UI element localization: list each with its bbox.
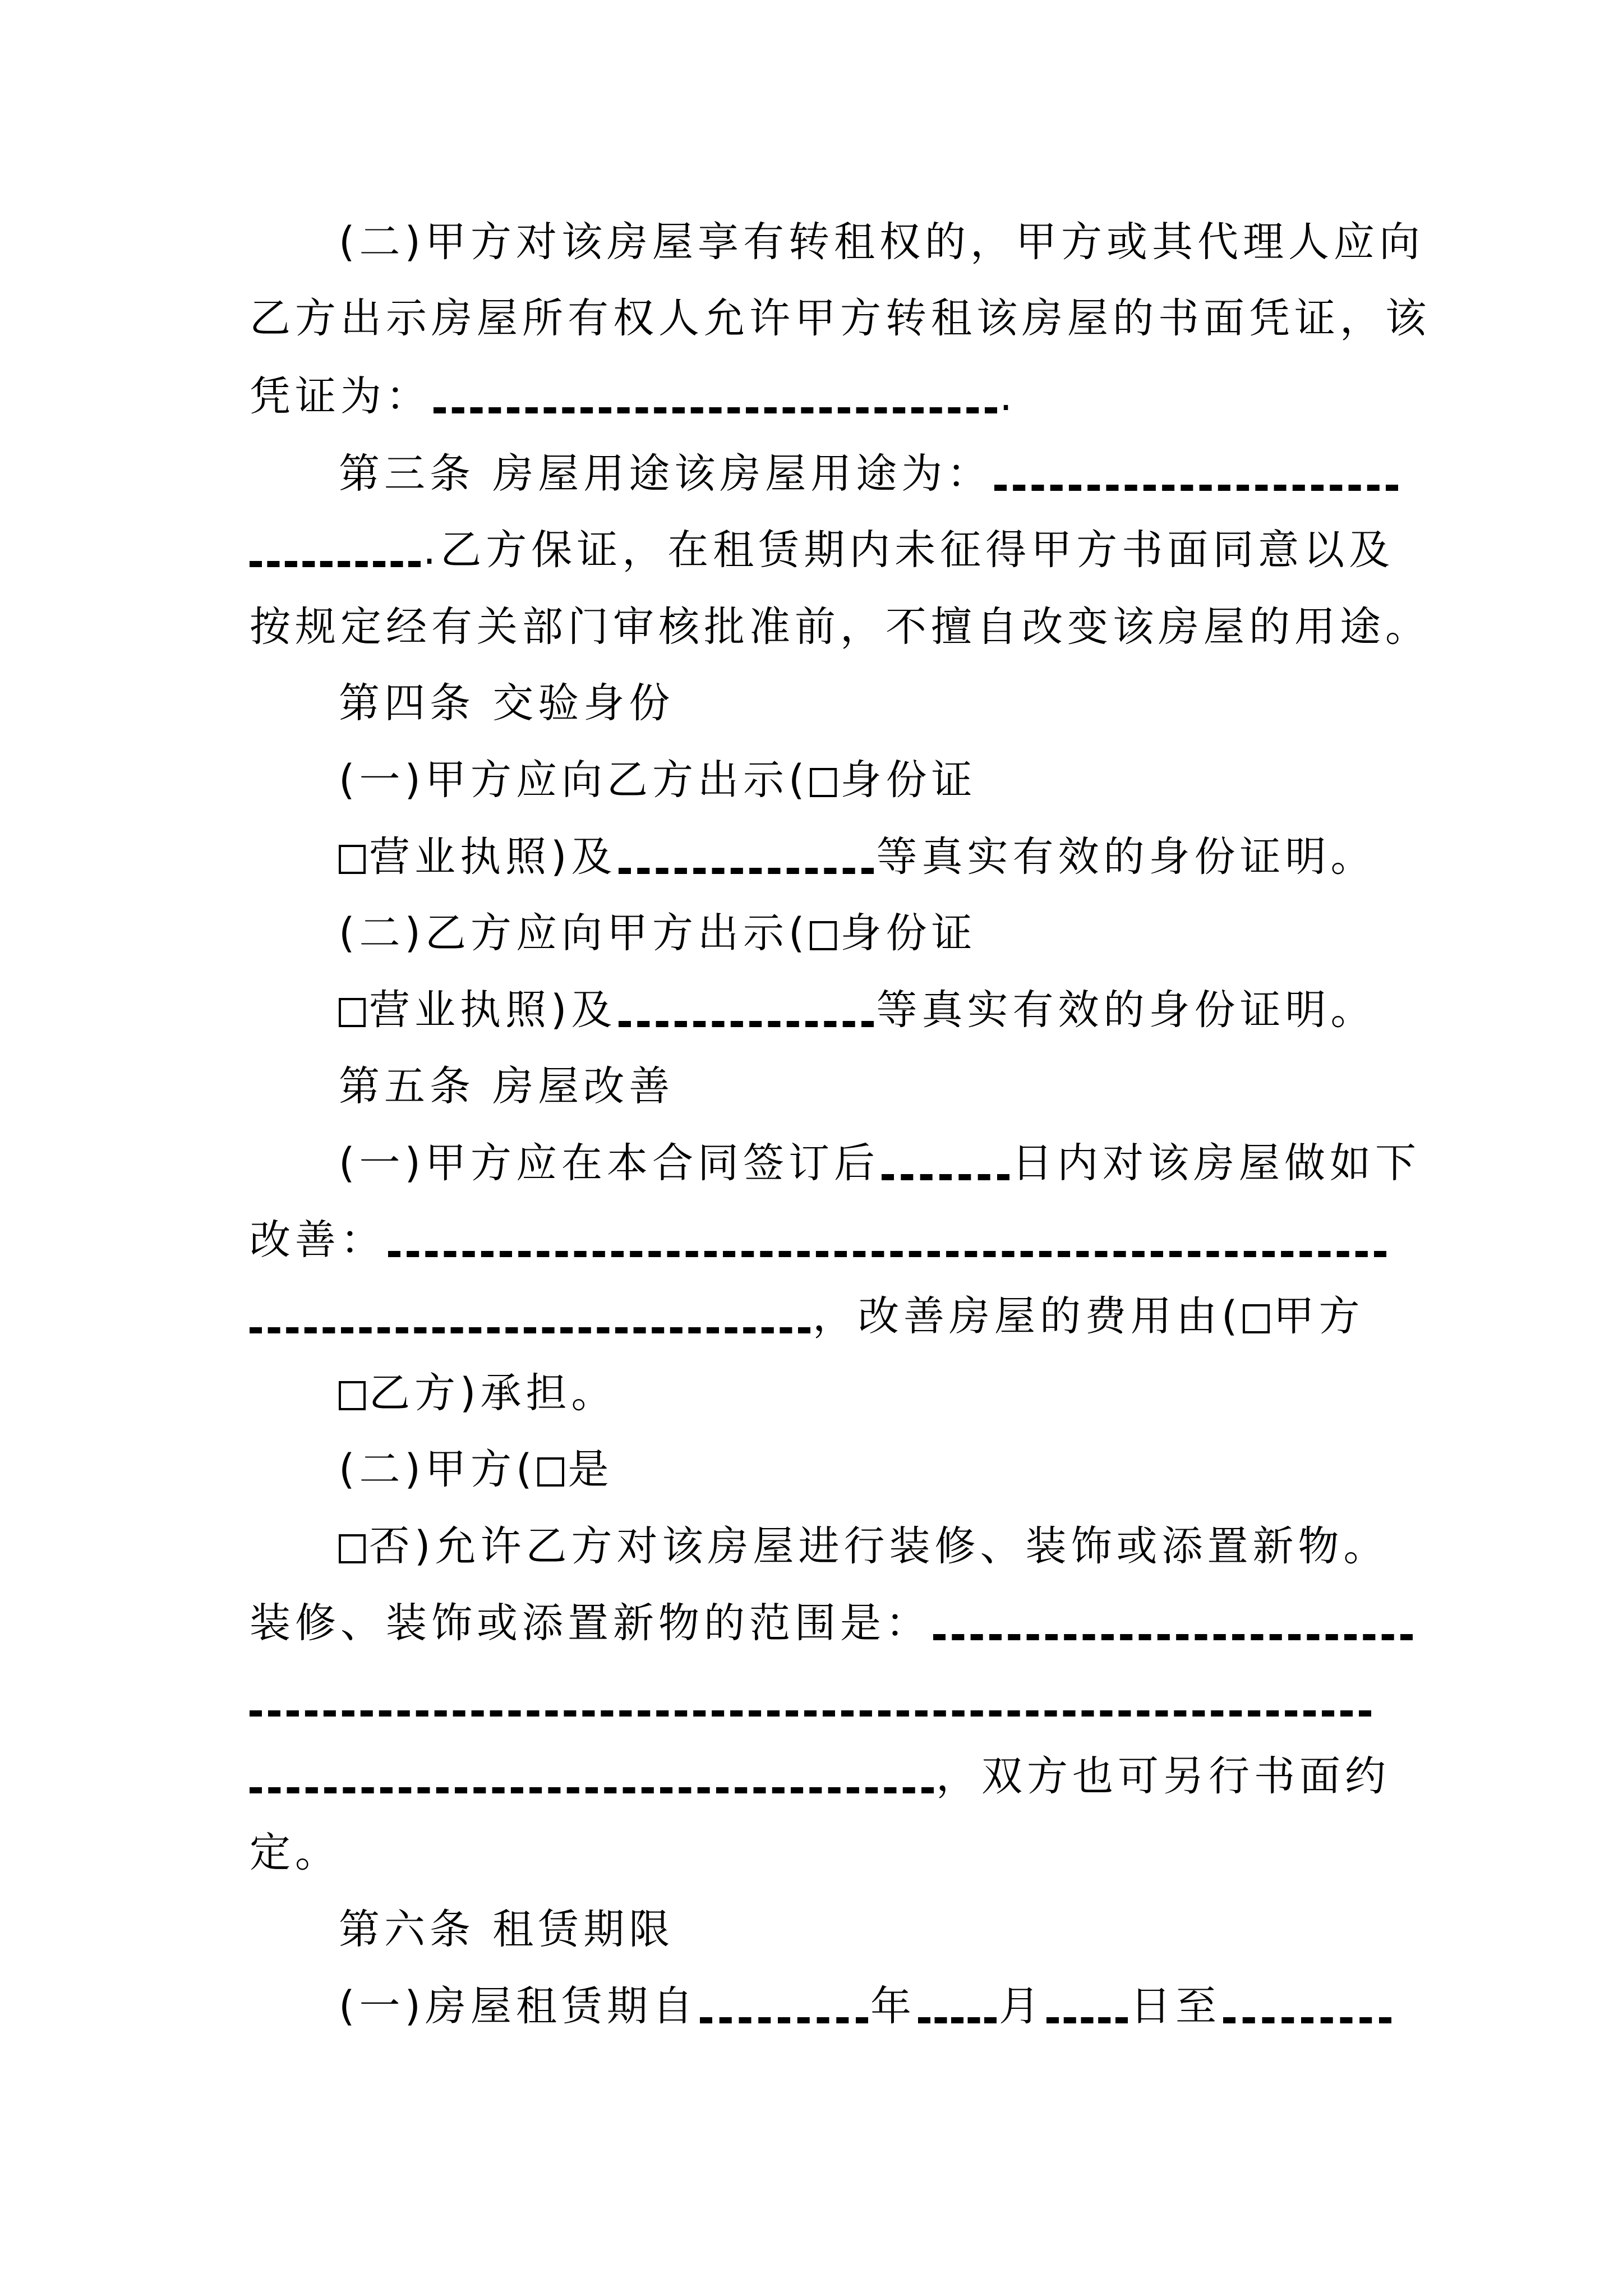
fill-in-blank[interactable] <box>250 1327 810 1333</box>
text: (二)甲方对该房屋享有转租权的，甲方或其代理人应向 <box>339 218 1424 266</box>
text-line <box>339 1369 617 1417</box>
text-line <box>339 218 1424 266</box>
text: 定。 <box>250 1829 340 1876</box>
checkbox-label: 身份证 <box>840 756 977 804</box>
fill-in-blank[interactable] <box>250 1787 934 1793</box>
text-line <box>250 603 1431 651</box>
checkbox[interactable] <box>810 921 837 950</box>
text-line <box>339 1906 675 1953</box>
checkbox[interactable] <box>339 1534 366 1563</box>
text: 乙方出示房屋所有权人允许甲方转租该房屋的书面凭证，该 <box>250 295 1431 342</box>
checkbox-label: 甲方 <box>1273 1292 1364 1340</box>
checkbox[interactable] <box>339 998 366 1027</box>
text: 月 <box>998 1982 1044 2030</box>
checkbox[interactable] <box>1243 1304 1270 1333</box>
checkbox-label: 身份证 <box>840 909 977 957</box>
text: 按规定经有关部门审核批准前，不擅自改变该房屋的用途。 <box>250 603 1431 651</box>
text: (一)甲方应向乙方出示( <box>339 756 809 804</box>
text: . <box>999 372 1017 420</box>
checkbox[interactable] <box>339 1381 366 1410</box>
text: 营业执照)及 <box>369 986 617 1034</box>
text-line <box>339 1062 675 1110</box>
text: .乙方保证，在租赁期内未征得甲方书面同意以及 <box>423 526 1395 574</box>
fill-in-blank[interactable] <box>933 1634 1413 1640</box>
fill-in-blank[interactable] <box>1046 2017 1128 2023</box>
text-line <box>250 1829 340 1876</box>
text: 乙方)承担。 <box>369 1369 617 1417</box>
text-line <box>250 1752 1390 1800</box>
fill-in-blank[interactable] <box>882 1174 1009 1180</box>
text-line <box>339 1522 1389 1570</box>
text: 否)允许乙方对该房屋进行装修、装饰或添置新物。 <box>369 1522 1389 1570</box>
text: ，改善房屋的费用由( <box>813 1292 1242 1340</box>
fill-in-blank[interactable] <box>250 1710 1371 1717</box>
text: ，双方也可另行书面约 <box>936 1752 1390 1800</box>
fill-in-blank[interactable] <box>1223 2017 1391 2023</box>
text-line <box>250 1679 1373 1720</box>
text-line <box>339 986 1376 1034</box>
checkbox-label: 是 <box>568 1446 614 1493</box>
text: 凭证为： <box>250 372 431 420</box>
text-line <box>339 1446 614 1493</box>
text-line <box>250 295 1431 342</box>
text-line <box>250 372 1017 420</box>
text: 装修、装饰或添置新物的范围是： <box>250 1599 931 1647</box>
fill-in-blank[interactable] <box>619 868 874 874</box>
text-line <box>250 1599 1415 1647</box>
fill-in-blank[interactable] <box>388 1251 1386 1257</box>
text-line <box>250 1216 1389 1264</box>
fill-in-blank[interactable] <box>250 561 421 567</box>
checkbox[interactable] <box>537 1457 564 1487</box>
text: 营业执照)及 <box>369 833 617 881</box>
fill-in-blank[interactable] <box>700 2017 868 2023</box>
section-heading: 第四条 交验身份 <box>339 679 675 727</box>
text: (一)甲方应在本合同签订后 <box>339 1139 879 1187</box>
text: (二)乙方应向甲方出示( <box>339 909 809 957</box>
fill-in-blank[interactable] <box>434 407 997 413</box>
text-line <box>339 450 1400 498</box>
text-line <box>250 1292 1364 1340</box>
text: (一)房屋租赁期自 <box>339 1982 698 2030</box>
text-line <box>250 526 1395 574</box>
text: 日内对该房屋做如下 <box>1011 1139 1421 1187</box>
fill-in-blank[interactable] <box>994 485 1398 491</box>
text: 等真实有效的身份证明。 <box>876 986 1376 1034</box>
section-heading: 第六条 租赁期限 <box>339 1906 675 1953</box>
checkbox[interactable] <box>339 845 366 874</box>
text: 等真实有效的身份证明。 <box>876 833 1376 881</box>
fill-in-blank[interactable] <box>918 2017 997 2023</box>
text-line <box>339 909 977 957</box>
text-line <box>339 756 977 804</box>
fill-in-blank[interactable] <box>619 1021 874 1027</box>
section-heading: 第三条 房屋用途该房屋用途为： <box>339 450 993 498</box>
checkbox[interactable] <box>810 768 837 797</box>
text: 改善： <box>250 1216 386 1264</box>
text-line <box>339 833 1376 881</box>
text: 年 <box>870 1982 916 2030</box>
text-line <box>339 1982 1394 2030</box>
text: 日至 <box>1129 1982 1221 2030</box>
section-heading: 第五条 房屋改善 <box>339 1062 675 1110</box>
text-line <box>339 679 675 727</box>
text: (二)甲方( <box>339 1446 537 1493</box>
text-line <box>339 1139 1421 1187</box>
